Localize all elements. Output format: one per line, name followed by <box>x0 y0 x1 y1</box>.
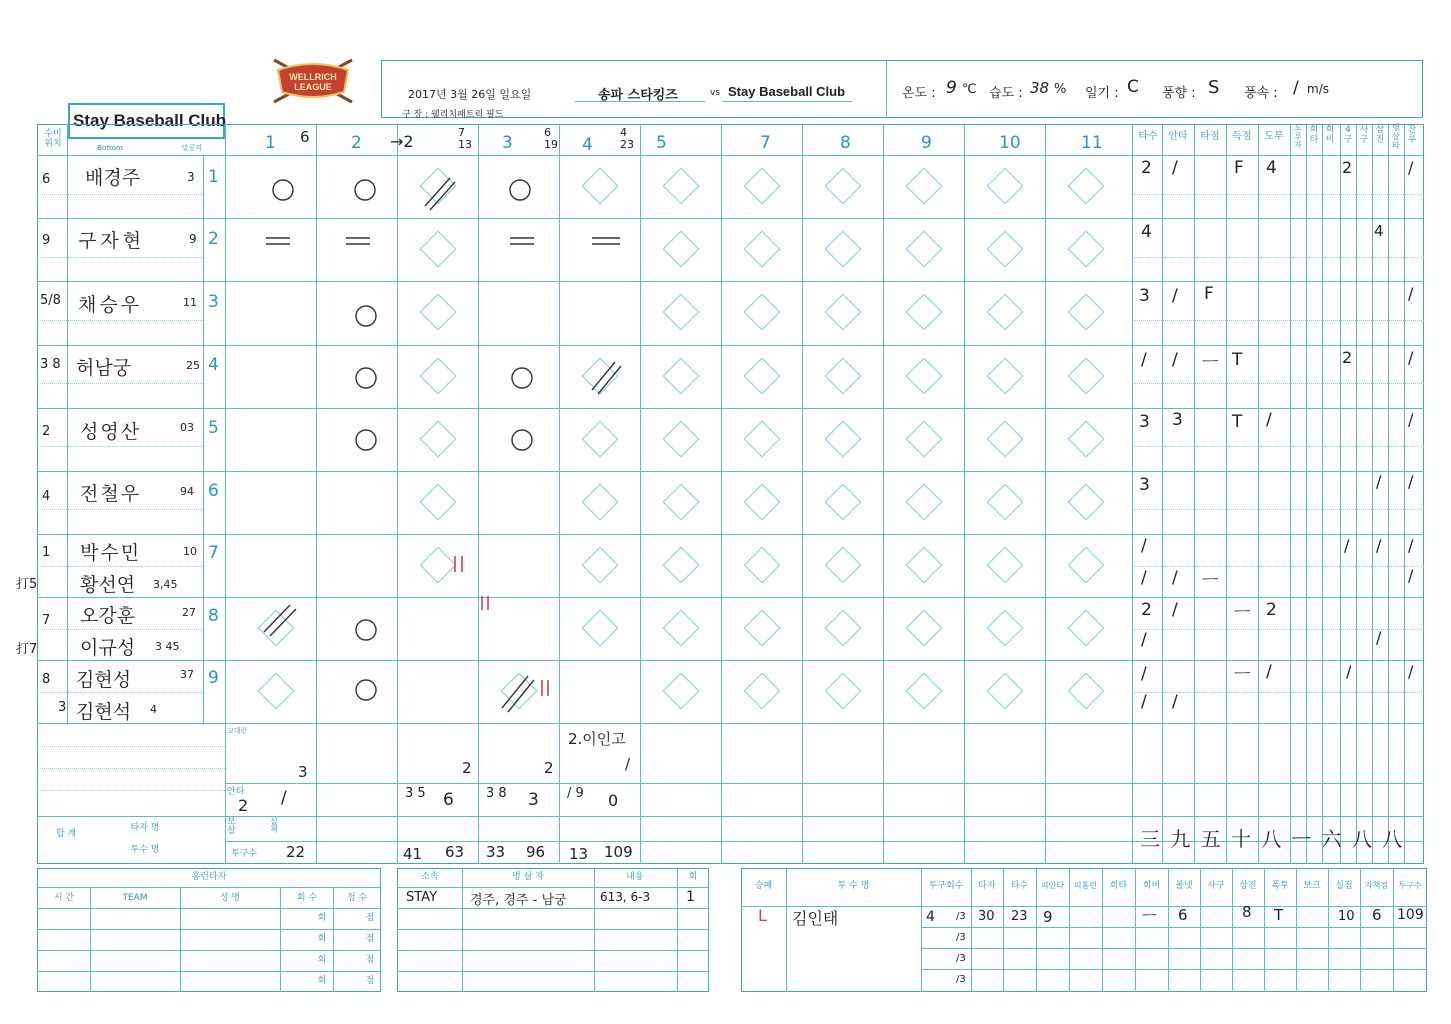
batter-9b-pos: 3 <box>58 700 67 715</box>
hr-col-time: 시 간 <box>53 893 75 903</box>
hits-5: 3 8 <box>486 786 507 801</box>
totals-label: 합 계 <box>55 829 77 839</box>
hr-col-runs: 점 수 <box>346 893 368 903</box>
dp-team: STAY <box>406 890 438 905</box>
b9-bb: / <box>1346 662 1352 681</box>
pt-col-np: 투구수 <box>1398 881 1422 890</box>
inning-10: 10 <box>999 133 1021 153</box>
hr-unit-inning: 회 <box>317 955 327 965</box>
b8-ab: 2 <box>1141 600 1152 620</box>
game-date: 2017년 3월 26일 일요일 <box>408 88 532 101</box>
pt-name: 김인태 <box>792 909 839 928</box>
order-4: 4 <box>208 355 219 375</box>
pt-r: 10 <box>1338 909 1355 924</box>
order-7: 7 <box>208 543 219 563</box>
wind-dir-label: 풍향 : <box>1162 86 1196 101</box>
b6-so: / <box>1376 472 1382 491</box>
dp-col-team: 소속 <box>421 872 439 882</box>
pt-np: 109 <box>1397 907 1424 923</box>
hr-col-team: TEAM <box>122 893 148 903</box>
b9b-h: / <box>1172 692 1178 712</box>
hits-label: 안타 <box>227 787 245 797</box>
batter-2-pos: 9 <box>42 233 51 248</box>
pt-bf: 30 <box>978 909 995 924</box>
stat-h: 안타 <box>1168 131 1188 142</box>
wind-dir-value: S <box>1208 77 1220 98</box>
home-team: 송파 스타킹즈 <box>598 88 678 103</box>
inning-mark-4: 4 23 <box>620 126 634 152</box>
wind-speed-unit: m/s <box>1307 82 1329 96</box>
b9-ab: / <box>1141 664 1147 684</box>
b1-ab: 2 <box>1141 158 1152 178</box>
batter-4-pos: 3 8 <box>40 357 61 372</box>
pitch-count-label: 투구수 <box>231 849 258 859</box>
hr-unit-inning: 회 <box>317 934 327 944</box>
pt-col-h: 피안타 <box>1040 881 1065 890</box>
inning-3: 3 <box>502 133 513 153</box>
b6-ab: 3 <box>1139 475 1150 495</box>
hr-unit-inning: 회 <box>317 976 327 986</box>
stat-bb: 4 구 <box>1343 125 1353 145</box>
wind-speed-value: / <box>1293 78 1299 98</box>
inning-9: 9 <box>921 133 932 153</box>
b4-lob: / <box>1408 348 1414 367</box>
stat-hbp: 사 구 <box>1359 125 1369 145</box>
b4-ab: / <box>1141 350 1147 370</box>
dp-col-desc: 내용 <box>626 872 644 882</box>
batter-8b-pos: 打7 <box>16 642 38 657</box>
relief-label: 교대런 <box>227 727 248 735</box>
b1-sb: 4 <box>1266 158 1277 178</box>
wind-speed-label: 풍속 : <box>1244 86 1278 101</box>
order-3: 3 <box>208 292 219 312</box>
pt-result: L <box>758 906 767 925</box>
pitch-4: 33 <box>486 843 506 861</box>
batter-3-pos: 5/8 <box>40 293 61 308</box>
hits-8: 0 <box>608 791 619 810</box>
batter-9-name: 김현성 <box>76 669 132 691</box>
b2-ab: 4 <box>1141 222 1152 242</box>
hits-6: 3 <box>528 790 539 810</box>
inning-mark-1: 6 <box>300 128 310 146</box>
batter-6-no: 94 <box>180 485 194 498</box>
totals-pitchers-label: 투수 명 <box>130 845 160 855</box>
hr-unit-inning: 회 <box>317 913 327 923</box>
pt-wp: T <box>1274 906 1284 924</box>
b5-r: T <box>1232 412 1243 432</box>
pt-col-bk: 보크 <box>1303 881 1321 891</box>
stat-lob: 잔 루 <box>1407 125 1417 145</box>
pt-er: 6 <box>1372 906 1382 924</box>
order-2: 2 <box>208 229 219 249</box>
order-5: 5 <box>208 418 219 438</box>
weather-label: 일기 : <box>1085 86 1119 101</box>
stat-tally: 三 九 五 十 八 ㅡ 六 八 八 <box>1140 827 1405 851</box>
dp-col-players: 병 살 자 <box>512 872 544 882</box>
batting-header: 말공격 <box>181 144 203 152</box>
batter-7-pos: 1 <box>42 545 51 560</box>
b4-r: T <box>1232 350 1243 370</box>
pos-header: 수비 위치 <box>44 129 62 149</box>
pt-col-r: 실점 <box>1335 881 1353 891</box>
pt-col-sf: 희비 <box>1142 881 1161 891</box>
batter-7-no: 10 <box>183 545 197 558</box>
pt-col-hr: 피홈런 <box>1073 881 1098 890</box>
pitch-2: 41 <box>403 845 423 863</box>
inning-2: 2 <box>351 133 362 153</box>
batter-8-pos: 7 <box>42 613 51 628</box>
humidity-unit: % <box>1054 82 1067 97</box>
batter-3-name: 채승우 <box>78 294 143 316</box>
hr-col-name: 성 명 <box>219 893 241 903</box>
runs-2: 2 <box>462 759 472 777</box>
stat-so: 삼 진 <box>1375 125 1385 145</box>
pt-col-er: 자책점 <box>1364 881 1389 890</box>
order-1: 1 <box>208 167 219 187</box>
batter-1-no: 3 <box>187 170 195 184</box>
b5-lob: / <box>1408 410 1414 429</box>
b1-h: / <box>1172 158 1178 178</box>
batter-5-no: 03 <box>180 421 194 434</box>
batter-1-name: 배경주 <box>85 167 141 189</box>
b9-lob: / <box>1408 662 1414 681</box>
stat-gdp: 병 살 타 <box>1392 123 1400 150</box>
b4-bb: 2 <box>1342 348 1353 367</box>
pt-col-sh: 희타 <box>1109 881 1128 891</box>
runs-4: / <box>625 755 631 773</box>
weather-value: C <box>1127 77 1139 97</box>
inning-mark-2: →2 <box>390 132 414 151</box>
inning-1: 1 <box>265 133 276 153</box>
b8-h: / <box>1172 600 1178 620</box>
b3-rbi: F <box>1204 284 1214 304</box>
batter-9-no: 37 <box>180 668 194 681</box>
hits-4: 6 <box>443 790 454 810</box>
totals-batters-label: 타자 명 <box>130 823 160 833</box>
stat-ab: 타수 <box>1138 131 1158 142</box>
temp-label: 온도 : <box>902 86 936 101</box>
b7-bb: / <box>1344 536 1350 555</box>
batter-7b-no: 3,45 <box>153 578 178 591</box>
hr-unit-run: 점 <box>365 976 375 986</box>
pitch-7: 109 <box>604 843 633 861</box>
pt-frac-2: /3 <box>956 932 966 943</box>
b2-so: 4 <box>1374 222 1384 240</box>
stat-r: 득점 <box>1232 131 1252 142</box>
error-label: 보 살 <box>227 817 236 836</box>
temp-value: 9 <box>946 78 957 98</box>
pt-col-so: 삼진 <box>1239 881 1257 891</box>
runs-1: 3 <box>298 763 308 781</box>
order-6: 6 <box>208 481 219 501</box>
temp-unit: ℃ <box>962 82 977 97</box>
league-logo-text: WELLRICH LEAGUE <box>289 72 337 92</box>
hits-7: / 9 <box>567 786 584 801</box>
pt-ab: 23 <box>1011 909 1028 924</box>
inning-mark-3: 6 19 <box>544 126 558 152</box>
stat-sh: 희 타 <box>1309 125 1319 145</box>
b5-ab: 3 <box>1139 412 1150 432</box>
pt-col-ab: 타수 <box>1010 881 1029 891</box>
b5-h: 3 <box>1172 410 1183 430</box>
pt-h: 9 <box>1043 908 1053 926</box>
b7b-h: / <box>1172 568 1178 588</box>
pt-frac-4: /3 <box>956 974 966 985</box>
batter-7-name: 박수민 <box>80 542 142 564</box>
homerun-title: 홈런타자 <box>191 872 227 882</box>
inning-4: 4 <box>582 135 593 155</box>
batter-1-pos: 6 <box>42 172 51 187</box>
batter-9b-no: 4 <box>150 703 157 716</box>
b3-lob: / <box>1408 284 1414 303</box>
inning-5: 5 <box>656 133 667 153</box>
b4-h: / <box>1172 350 1178 370</box>
pt-col-wp: 폭투 <box>1271 881 1289 891</box>
dp-desc: 613, 6-3 <box>600 890 651 904</box>
b9b-ab: / <box>1141 692 1147 712</box>
hits-1: 2 <box>238 796 249 815</box>
b9-r: ㅡ <box>1234 665 1251 685</box>
hr-unit-run: 점 <box>365 955 375 965</box>
hits-3: 3 5 <box>405 786 426 801</box>
b3-ab: 3 <box>1139 286 1150 306</box>
b5-sb: / <box>1266 410 1272 430</box>
order-8: 8 <box>208 606 219 626</box>
pt-sf: ㅡ <box>1142 907 1157 925</box>
stat-rbi: 타점 <box>1200 131 1220 142</box>
batter-8-no: 27 <box>182 606 196 619</box>
b8-sb: 2 <box>1266 600 1277 620</box>
dp-inning: 1 <box>686 889 695 905</box>
b7b-lob: / <box>1408 566 1414 585</box>
inning-8: 8 <box>840 133 851 153</box>
runs-3: 2 <box>544 759 554 777</box>
pt-ip-frac: /3 <box>956 911 966 922</box>
stat-cs: 도 루 자 <box>1294 123 1302 150</box>
b1-r: F <box>1234 158 1244 178</box>
pt-frac-3: /3 <box>956 953 966 964</box>
b7b-rbi: ㅡ <box>1202 571 1219 591</box>
pt-col-name: 투 수 명 <box>837 881 870 891</box>
batter-6-pos: 4 <box>42 489 51 504</box>
hr-col-inning: 회 수 <box>296 893 318 903</box>
b1-lob: / <box>1408 158 1414 177</box>
b4-rbi: ㅡ <box>1202 353 1219 373</box>
humidity-value: 38 <box>1030 79 1050 97</box>
bottom-header: Bottom <box>97 144 123 152</box>
pt-bb: 6 <box>1178 906 1188 924</box>
batter-9-pos: 8 <box>42 672 51 687</box>
batter-8-name: 오강훈 <box>80 605 136 627</box>
pt-col-bf: 타자 <box>978 881 996 891</box>
pt-col-hbp: 사구 <box>1207 881 1225 891</box>
pitch-3: 63 <box>445 843 465 861</box>
inning-7: 7 <box>760 133 771 153</box>
team-name: Stay Baseball Club <box>73 111 227 130</box>
batter-3-no: 11 <box>183 296 197 309</box>
b1-bb: 2 <box>1342 158 1353 177</box>
error2-label: 실 책 <box>270 817 278 834</box>
stat-sb: 도루 <box>1264 131 1284 142</box>
pitch-1: 22 <box>286 843 306 861</box>
hr-unit-run: 점 <box>365 934 375 944</box>
inning-11: 11 <box>1081 133 1103 153</box>
b6-lob: / <box>1408 472 1414 491</box>
hr-unit-run: 점 <box>365 913 375 923</box>
b8b-so: / <box>1376 628 1382 647</box>
relief-note: 2.이인고 <box>568 730 626 748</box>
batter-6-name: 전철우 <box>80 483 142 505</box>
b8-r: ㅡ <box>1234 603 1251 623</box>
b9-sb: / <box>1266 662 1272 682</box>
b7-so: / <box>1376 536 1382 555</box>
pt-col-result: 승패 <box>754 881 773 891</box>
b8b-ab: / <box>1141 630 1147 650</box>
dp-col-inning: 회 <box>688 872 698 882</box>
batter-8b-no: 3 45 <box>155 640 180 653</box>
b7-lob: / <box>1408 536 1414 555</box>
pt-so: 8 <box>1242 903 1252 921</box>
batter-5-pos: 2 <box>42 424 51 439</box>
batter-9b-name: 김현석 <box>76 701 132 723</box>
order-9: 9 <box>208 668 219 688</box>
pt-ip: 4 <box>926 909 935 925</box>
b7b-ab: / <box>1141 568 1147 588</box>
pitch-6: 13 <box>569 845 589 863</box>
batter-8b-name: 이규성 <box>80 637 136 659</box>
pt-col-bb: 볼넷 <box>1175 881 1193 891</box>
dp-players: 경주, 경주 - 남궁 <box>470 893 567 908</box>
stat-sf: 희 비 <box>1325 125 1335 145</box>
hits-2: / <box>281 788 287 808</box>
away-team: Stay Baseball Club <box>728 84 846 99</box>
b3-h: / <box>1172 286 1178 306</box>
pt-col-ip: 투구회수 <box>928 881 964 891</box>
pitch-5: 96 <box>526 843 546 861</box>
batter-7b-name: 황선연 <box>80 574 136 596</box>
batter-4-no: 25 <box>186 359 200 372</box>
b7-ab: / <box>1141 536 1147 556</box>
batter-2-name: 구자현 <box>78 230 146 252</box>
batter-2-no: 9 <box>189 232 197 246</box>
batter-4-name: 허남궁 <box>76 357 132 379</box>
batter-7b-pos: 打5 <box>16 577 38 592</box>
humidity-label: 습도 : <box>989 86 1023 101</box>
inning-mark-2b: 7 13 <box>458 126 472 152</box>
venue: 구 장 : 웰리치패트릭 필드 <box>402 110 504 120</box>
batter-5-name: 성영산 <box>80 421 142 443</box>
vs-label: vs <box>710 88 721 98</box>
